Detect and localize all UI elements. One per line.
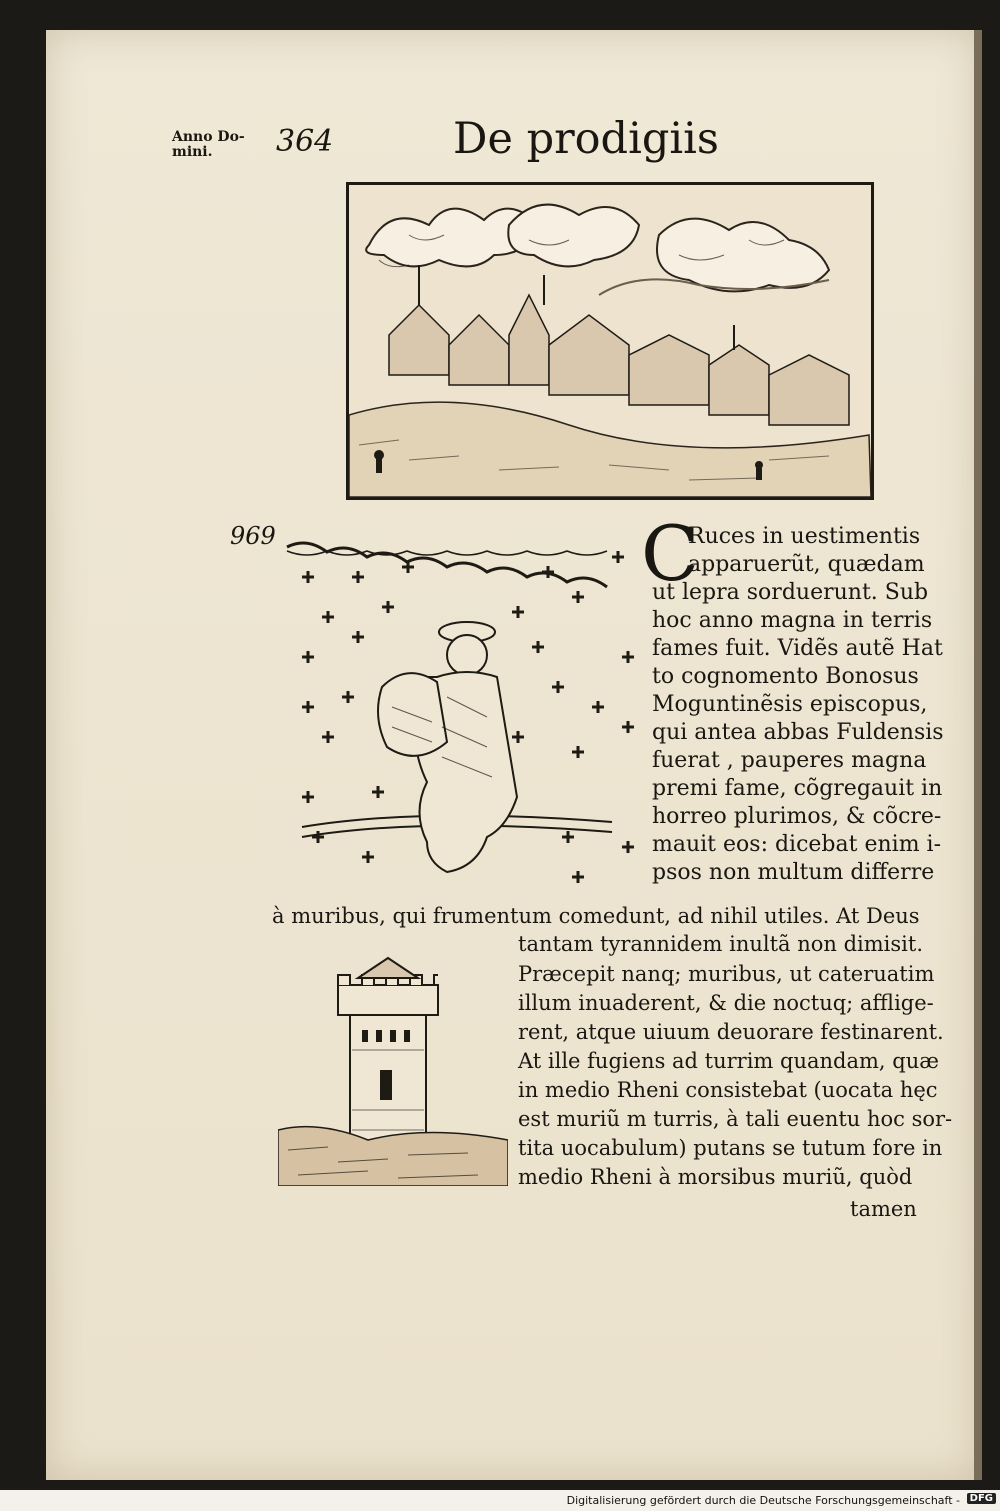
year-label-line2: mini.	[172, 144, 213, 160]
year-label-line1: Anno Do-	[172, 129, 245, 145]
text-line: qui antea abbas Fuldensis	[652, 720, 944, 745]
text-line: Ruces in uestimentis	[688, 524, 921, 549]
town-landscape-illustration	[349, 185, 871, 497]
footer-bar	[0, 1490, 1000, 1511]
text-line: apparuerũt, quædam	[688, 552, 925, 577]
mouse-tower-illustration	[278, 950, 508, 1186]
figure-crosses-illustration	[282, 537, 634, 892]
text-line: mauit eos: dicebat enim i-	[652, 832, 942, 857]
text-line: fames fuit. Vidẽs autẽ Hat	[652, 636, 943, 661]
text-line: hoc anno magna in terris	[652, 608, 933, 633]
text-line: medio Rheni à morsibus muriũ, quòd	[518, 1165, 913, 1189]
woodcut-town-landscape	[346, 182, 874, 500]
margin-year-note: 969	[230, 522, 276, 550]
page-number: 364	[276, 124, 334, 159]
text-line: to cognomento Bonosus	[652, 664, 919, 689]
footer-credit: Digitalisierung gefördert durch die Deutsche Forschungsgemeinschaft -	[566, 1494, 960, 1507]
text-line: tita uocabulum) putans se tutum fore in	[518, 1136, 943, 1160]
page-edge	[974, 30, 982, 1480]
text-line: ut lepra sorduerunt. Sub	[652, 580, 929, 605]
text-line: à muribus, qui frumentum comedunt, ad nihil utiles. At Deus	[272, 904, 920, 928]
text-line: tantam tyrannidem inultã non dimisit.	[518, 932, 923, 956]
text-line: Præcepit nanq; muribus, ut cateruatim	[518, 962, 935, 986]
text-line: fuerat , pauperes magna	[652, 748, 927, 773]
dfg-logo: DFG	[967, 1493, 996, 1504]
text-line: premi fame, cõgregauit in	[652, 776, 943, 801]
text-line: rent, atque uiuum deuorare festinarent.	[518, 1020, 944, 1044]
page-title: De prodigiis	[453, 114, 719, 164]
woodcut-mouse-tower	[278, 950, 508, 1186]
catchword: tamen	[850, 1197, 917, 1221]
text-line: illum inuaderent, & die noctuq; afflige-	[518, 991, 934, 1015]
drop-cap: C	[641, 509, 700, 598]
text-line: At ille fugiens ad turrim quandam, quæ	[518, 1049, 939, 1073]
text-line: est muriũ m turris, à tali euentu hoc sor-	[518, 1107, 953, 1131]
year-label	[172, 130, 245, 160]
text-line: Moguntinẽsis episcopus,	[652, 692, 928, 717]
text-line: in medio Rheni consistebat (uocata hęc	[518, 1078, 938, 1102]
woodcut-figure-with-crosses	[282, 537, 634, 892]
text-line: psos non multum differre	[652, 860, 935, 885]
text-line: horreo plurimos, & cõcre-	[652, 804, 942, 829]
